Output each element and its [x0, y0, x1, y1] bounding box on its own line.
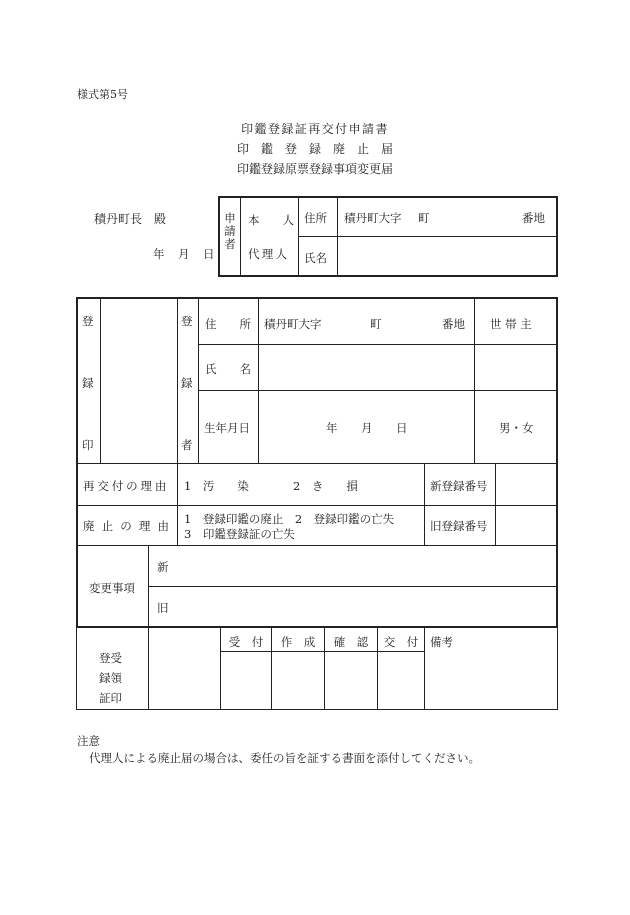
changes-old-field[interactable]: [178, 587, 556, 626]
reg-address-town[interactable]: 積丹町大字: [264, 317, 322, 331]
date-day: 日: [203, 247, 215, 261]
date-month: 月: [178, 247, 190, 261]
changes-new-label: 新: [157, 560, 169, 574]
col-issued: 交 付: [383, 635, 419, 649]
birth-year[interactable]: 年: [326, 421, 338, 435]
new-registration-number-label: 新登録番号: [430, 479, 488, 493]
col-prepared: 作 成: [280, 635, 316, 649]
seal-label-2: 録: [82, 376, 94, 390]
note-text: 代理人による廃止届の場合は、委任の旨を証する書面を添付してください。: [89, 751, 480, 765]
changes-old-label: 旧: [157, 601, 169, 615]
household-head-label: 世 帯 主: [490, 317, 532, 331]
seal-label-1: 登: [82, 314, 94, 328]
applicant-agent[interactable]: 代理人: [248, 247, 290, 261]
old-registration-number-label: 旧登録番号: [430, 519, 488, 533]
reissue-option-damaged[interactable]: 2 き 損: [293, 479, 358, 493]
seal-impression-area[interactable]: [101, 299, 176, 462]
abolition-option-line1[interactable]: 1 登録印鑑の廃止 2 登録印鑑の亡失: [184, 512, 395, 526]
birth-month[interactable]: 月: [361, 421, 373, 435]
applicant-address-label: 住所: [304, 211, 327, 225]
addressee: 積丹町長 殿: [94, 212, 167, 226]
col-confirmed: 確 認: [333, 635, 369, 649]
birth-day[interactable]: 日: [396, 421, 408, 435]
abolition-reason-label: 廃止の理由: [83, 519, 177, 533]
date-year: 年: [153, 247, 165, 261]
reg-address-cho[interactable]: 町: [370, 317, 382, 331]
title-abolition: 印 鑑 登 録 廃 止 届: [236, 142, 393, 156]
remarks-label: 備考: [430, 635, 453, 649]
reg-name-label: 氏 名: [205, 362, 251, 376]
col-accepted: 受 付: [228, 635, 264, 649]
title-change: 印鑑登録原票登録事項変更届: [236, 162, 393, 176]
reg-name-field[interactable]: [259, 345, 473, 389]
reissue-reason-label: 再交付の理由: [83, 479, 170, 493]
birth-label: 生年月日: [204, 421, 250, 435]
applicant-address-cho[interactable]: 町: [418, 211, 430, 225]
seal-label-3: 印: [82, 438, 94, 452]
reg-address-label: 住 所: [205, 317, 251, 331]
applicant-label: 申 請 者: [224, 211, 236, 252]
reg-address-banchi[interactable]: 番地: [442, 317, 465, 331]
reissue-option-stained[interactable]: 1 汚 染: [184, 479, 249, 493]
changes-label: 変更事項: [89, 581, 135, 595]
registrant-label-2: 録: [181, 376, 193, 390]
sex-options[interactable]: 男・女: [499, 421, 534, 435]
applicant-address-town[interactable]: 積丹町大字: [344, 211, 402, 225]
registrant-label-3: 者: [181, 438, 193, 452]
form-number: 様式第5号: [77, 88, 128, 101]
abolition-option-line2[interactable]: 3 印鑑登録証の亡失: [184, 527, 295, 541]
note-heading: 注意: [77, 734, 100, 748]
applicant-self[interactable]: 本 人: [248, 213, 294, 227]
applicant-address-banchi[interactable]: 番地: [522, 211, 545, 225]
registrant-label-1: 登: [181, 314, 193, 328]
changes-new-field[interactable]: [178, 547, 556, 585]
receipt-seal-label: 登受 録領 証印: [99, 651, 122, 705]
applicant-name-label: 氏名: [304, 251, 327, 265]
title-reissue: 印鑑登録証再交付申請書: [241, 122, 389, 136]
